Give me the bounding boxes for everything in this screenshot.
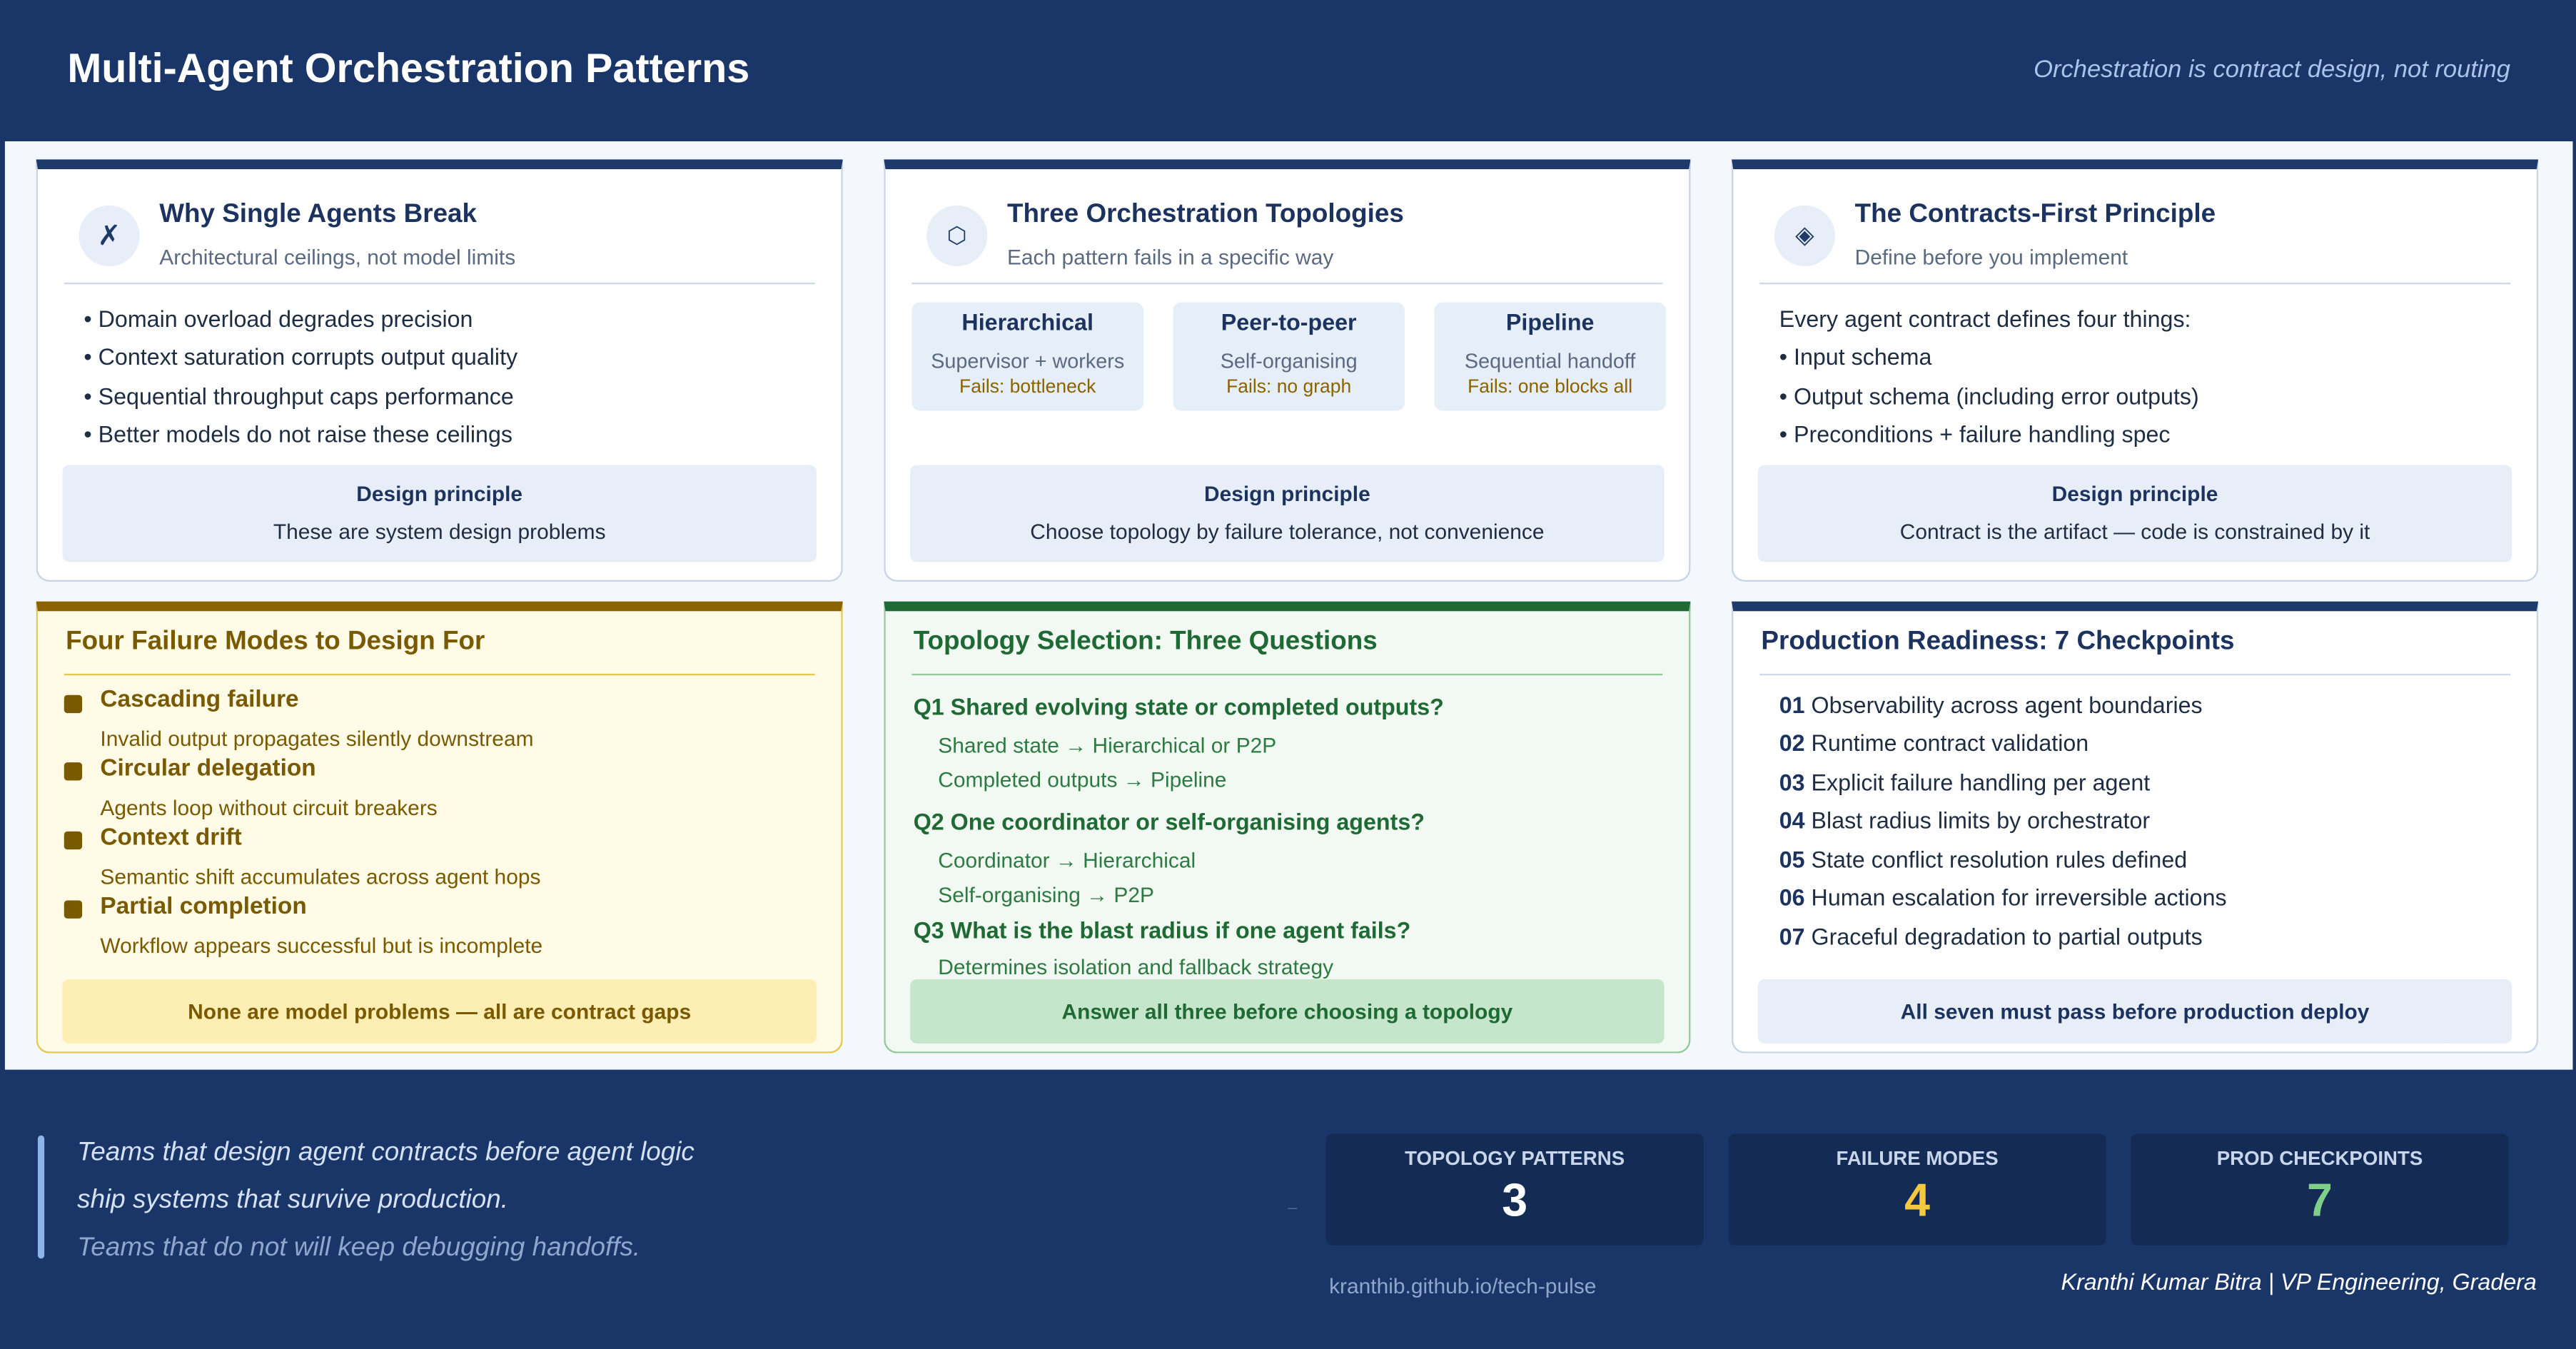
stat-label: PROD CHECKPOINTS <box>2216 1146 2423 1171</box>
author-credit: Kranthi Kumar Bitra | VP Engineering, Gradera <box>2061 1268 2537 1295</box>
card-contracts-first-principle <box>1732 159 2538 582</box>
principle-heading: Design principle <box>1203 481 1370 507</box>
failure-mode-name: Partial completion <box>100 894 307 921</box>
stat-label: FAILURE MODES <box>1836 1146 1999 1171</box>
card-subtitle: Each pattern fails in a specific way <box>1006 245 1334 270</box>
failure-mode-desc: Workflow appears successful but is incomplete <box>100 933 543 959</box>
principle-text: Choose topology by failure tolerance, not convenience <box>1030 519 1545 544</box>
hexagon-icon: ⬡ <box>926 206 987 266</box>
topology-failure: Fails: bottleneck <box>959 378 1096 398</box>
topology-hierarchical <box>911 303 1143 411</box>
question-1: Q1 Shared evolving state or completed outputs? <box>913 693 1444 720</box>
square-bullet-icon <box>64 695 82 713</box>
tagline: Orchestration is contract design, not routing <box>2034 56 2510 84</box>
checkpoint-item: 06 Human escalation for irreversible actions <box>1779 884 2227 911</box>
topology-desc: Self-organising <box>1220 350 1358 373</box>
topology-name: Pipeline <box>1505 308 1595 335</box>
stat-prod-checkpoints <box>2131 1133 2508 1246</box>
divider <box>911 674 1662 675</box>
page-title: Multi-Agent Orchestration Patterns <box>67 46 750 92</box>
cross-mark-icon: ✗ <box>79 206 139 266</box>
card-title: Four Failure Modes to Design For <box>66 627 485 656</box>
topology-failure: Fails: no graph <box>1226 378 1352 398</box>
quote-line: ship systems that survive production. <box>77 1186 509 1215</box>
card-why-single-agents-break <box>36 159 843 582</box>
principle-text: Contract is the artifact — code is constrained by it <box>1899 519 2370 544</box>
square-bullet-icon <box>64 762 82 780</box>
divider <box>64 674 815 675</box>
card-title: Why Single Agents Break <box>159 200 478 228</box>
card-title: Production Readiness: 7 Checkpoints <box>1761 627 2235 656</box>
failure-mode-name: Circular delegation <box>100 755 316 782</box>
divider <box>911 283 1662 284</box>
bullet-item: • Preconditions + failure handling spec <box>1779 420 2171 448</box>
stat-value: 4 <box>1904 1175 1930 1226</box>
question-2: Q2 One coordinator or self-organising agents? <box>913 808 1425 835</box>
bullet-item: • Domain overload degrades precision <box>84 305 473 333</box>
bullet-item: • Better models do not raise these ceilings <box>84 420 512 448</box>
card-title: Three Orchestration Topologies <box>1006 200 1404 228</box>
stat-failure-modes <box>1728 1133 2106 1246</box>
checkpoint-item: 07 Graceful degradation to partial outputs <box>1779 923 2203 950</box>
stat-value: 7 <box>2307 1175 2333 1226</box>
bullet-item: • Output schema (including error outputs) <box>1779 382 2199 409</box>
topology-desc: Sequential handoff <box>1464 350 1636 373</box>
separator-dash: – <box>1288 1199 1298 1218</box>
principle-heading: Design principle <box>356 481 523 507</box>
answer-item: Coordinator → Hierarchical <box>938 847 1196 873</box>
principle-text: These are system design problems <box>273 519 606 544</box>
divider <box>1759 674 2510 675</box>
failure-modes-banner: None are model problems — all are contract gaps <box>62 979 816 1044</box>
bullet-item: • Context saturation corrupts output quality <box>84 344 518 370</box>
checkpoint-item: 05 State conflict resolution rules defined <box>1779 846 2188 873</box>
checkpoint-item: 01 Observability across agent boundaries <box>1779 692 2203 719</box>
bullet-item: • Input schema <box>1779 344 1932 370</box>
card-subtitle: Define before you implement <box>1854 245 2128 270</box>
design-principle-box <box>1758 465 2512 562</box>
answer-item: Self-organising → P2P <box>938 882 1154 907</box>
quote-line: Teams that design agent contracts before agent logic <box>77 1138 694 1167</box>
diamond-icon: ◈ <box>1774 206 1835 266</box>
quote-line: Teams that do not will keep debugging handoffs. <box>77 1233 641 1263</box>
stat-topology-patterns <box>1325 1133 1703 1246</box>
divider <box>64 283 815 284</box>
answer-item: Completed outputs → Pipeline <box>938 767 1227 792</box>
square-bullet-icon <box>64 901 82 919</box>
checkpoint-item: 02 Runtime contract validation <box>1779 729 2089 756</box>
failure-mode-desc: Invalid output propagates silently downstream <box>100 726 534 752</box>
card-three-orchestration-topologies <box>884 159 1690 582</box>
topology-selection-banner: Answer all three before choosing a topology <box>910 979 1664 1044</box>
stat-value: 3 <box>1502 1175 1528 1226</box>
failure-mode-name: Context drift <box>100 824 242 852</box>
divider <box>1759 283 2510 284</box>
quote-accent-bar <box>38 1136 44 1259</box>
card-topology-selection <box>884 602 1690 1054</box>
topology-pipeline <box>1434 303 1666 411</box>
contract-intro: Every agent contract defines four things: <box>1779 305 2191 333</box>
failure-mode-name: Cascading failure <box>100 687 299 714</box>
bullet-item: • Sequential throughput caps performance <box>84 382 514 409</box>
checkpoint-item: 03 Explicit failure handling per agent <box>1779 769 2151 796</box>
topology-failure: Fails: one blocks all <box>1468 378 1633 398</box>
square-bullet-icon <box>64 832 82 849</box>
topology-desc: Supervisor + workers <box>931 350 1125 373</box>
card-title: The Contracts-First Principle <box>1854 200 2216 228</box>
checkpoint-item: 04 Blast radius limits by orchestrator <box>1779 807 2151 834</box>
answer-item: Shared state → Hierarchical or P2P <box>938 732 1277 758</box>
header <box>0 0 2576 141</box>
card-production-readiness <box>1732 602 2538 1054</box>
answer-item: Determines isolation and fallback strategy <box>938 954 1334 980</box>
topology-peer-to-peer <box>1173 303 1405 411</box>
bullet-list <box>1779 300 2199 455</box>
principle-heading: Design principle <box>2051 481 2218 507</box>
design-principle-box <box>910 465 1664 562</box>
failure-mode-desc: Semantic shift accumulates across agent hops <box>100 864 541 889</box>
topology-name: Peer-to-peer <box>1221 308 1357 335</box>
topology-name: Hierarchical <box>961 308 1093 335</box>
design-principle-box <box>62 465 816 562</box>
source-url: kranthib.github.io/tech-pulse <box>1329 1273 1597 1298</box>
card-title: Topology Selection: Three Questions <box>913 627 1378 656</box>
card-subtitle: Architectural ceilings, not model limits <box>159 245 516 270</box>
question-3: Q3 What is the blast radius if one agent fails? <box>913 916 1411 944</box>
failure-mode-desc: Agents loop without circuit breakers <box>100 795 438 820</box>
card-failure-modes <box>36 602 843 1054</box>
readiness-banner: All seven must pass before production deploy <box>1758 979 2512 1044</box>
stat-label: TOPOLOGY PATTERNS <box>1405 1146 1625 1171</box>
bullet-list <box>84 300 517 455</box>
